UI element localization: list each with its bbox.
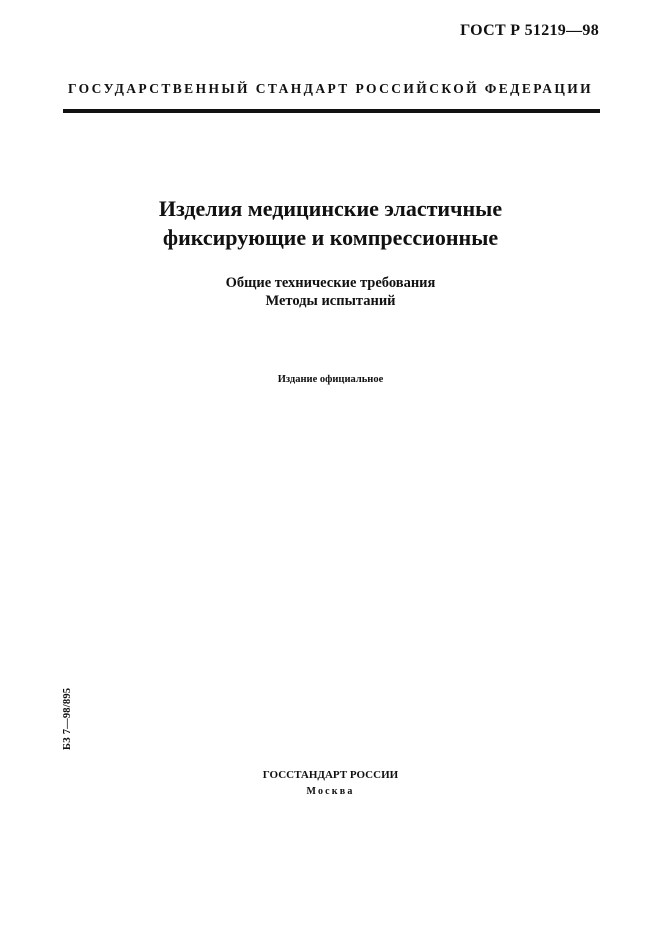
title-line-1: Изделия медицинские эластичные <box>158 196 503 221</box>
document-subtitle <box>0 274 661 310</box>
state-standard-heading: ГОСУДАРСТВЕННЫЙ СТАНДАРТ РОССИЙСКОЙ ФЕДЕРАЦИИ <box>67 81 594 96</box>
header-divider <box>63 109 600 113</box>
publisher-city: Москва <box>306 786 355 797</box>
subtitle-line-2: Методы испытаний <box>265 293 396 309</box>
edition-note: Издание официальное <box>277 374 384 385</box>
publisher-name: ГОССТАНДАРТ РОССИИ <box>262 769 399 781</box>
document-title <box>0 194 661 252</box>
title-line-2: фиксирующие и компрессионные <box>162 225 499 250</box>
document-number: ГОСТ Р 51219—98 <box>460 22 599 39</box>
subtitle-line-1: Общие технические требования <box>225 275 436 291</box>
registry-code: БЗ 7—98/895 <box>62 687 73 750</box>
